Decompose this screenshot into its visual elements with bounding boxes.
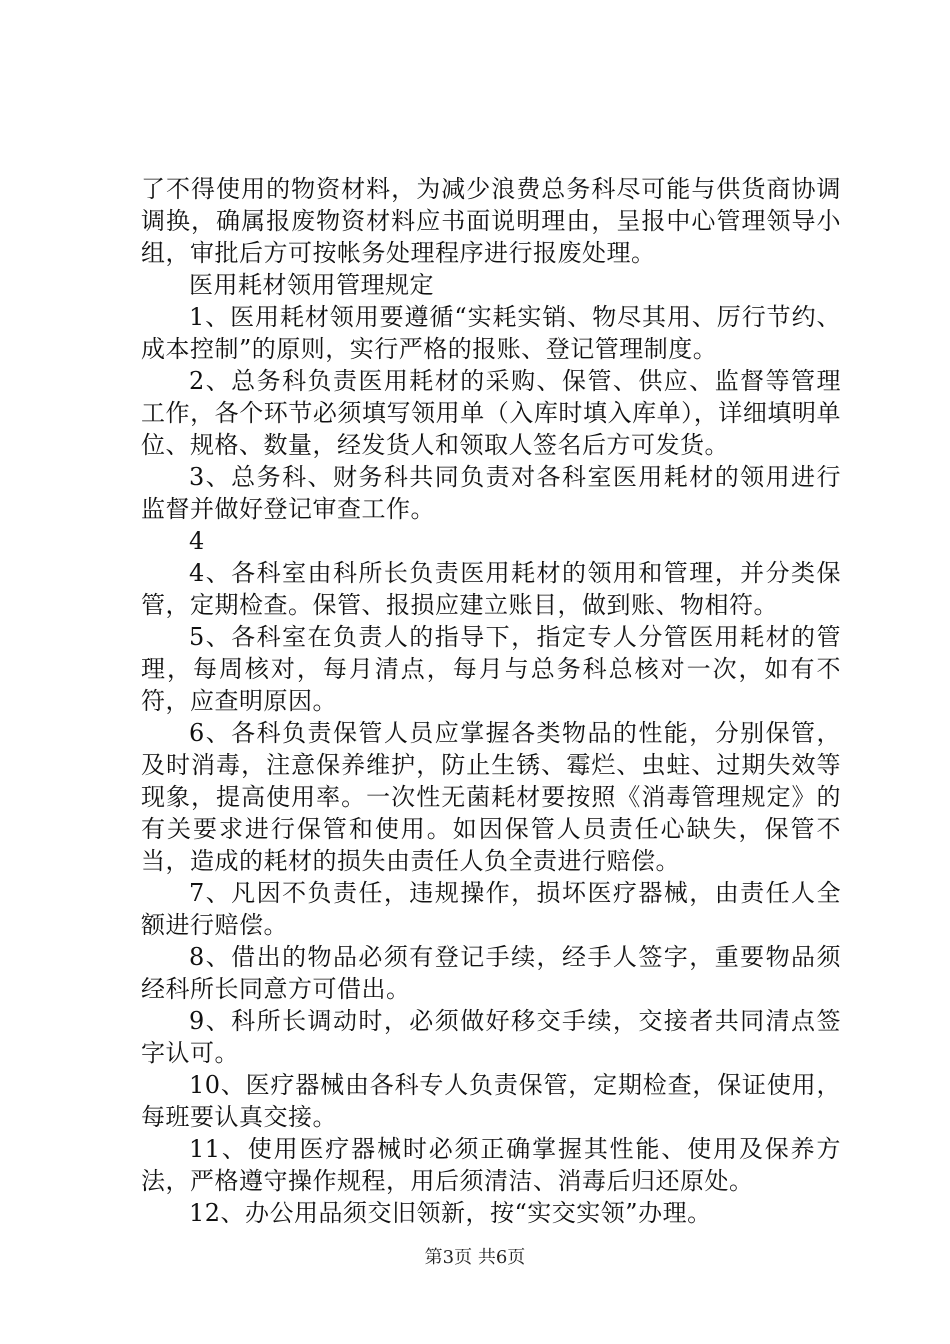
paragraph-rule-4: 4、各科室由科所长负责医用耗材的领用和管理，并分类保管，定期检查。保管、报损应建立账目，做到账、物相符。	[141, 559, 841, 619]
paragraph-rule-10: 10、医疗器械由各科专人负责保管，定期检查，保证使用，每班要认真交接。	[141, 1071, 841, 1131]
paragraph-rule-7: 7、凡因不负责任，违规操作，损坏医疗器械，由责任人全额进行赔偿。	[141, 879, 841, 939]
paragraph-rule-3: 3、总务科、财务科共同负责对各科室医用耗材的领用进行监督并做好登记审查工作。	[141, 463, 841, 523]
section-heading: 医用耗材领用管理规定	[189, 271, 434, 299]
paragraph-rule-6: 6、各科负责保管人员应掌握各类物品的性能，分别保管，及时消毒，注意保养维护，防止生锈、霉烂、虫蛀、过期失效等现象，提高使用率。一次性无菌耗材要按照《消毒管理规定》的有关要求进行保管和使用。如因保管人员责任心缺失，保管不当，造成的耗材的损失由责任人负全责进行赔偿。	[141, 719, 841, 875]
paragraph-rule-9: 9、科所长调动时，必须做好移交手续，交接者共同清点签字认可。	[141, 1007, 841, 1067]
document-body	[141, 173, 841, 1229]
paragraph-0: 了不得使用的物资材料，为减少浪费总务科尽可能与供货商协调调换，确属报废物资材料应书面说明理由，呈报中心管理领导小组，审批后方可按帐务处理程序进行报废处理。	[141, 175, 841, 267]
paragraph-rule-1: 1、医用耗材领用要遵循“实耗实销、物尽其用、厉行节约、成本控制”的原则，实行严格的报账、登记管理制度。	[141, 303, 841, 363]
paragraph-rule-11: 11、使用医疗器械时必须正确掌握其性能、使用及保养方法，严格遵守操作规程，用后须清洁、消毒后归还原处。	[141, 1135, 841, 1195]
paragraph-rule-5: 5、各科室在负责人的指导下，指定专人分管医用耗材的管理，每周核对，每月清点，每月与总务科总核对一次，如有不符，应查明原因。	[141, 623, 841, 715]
paragraph-stray-number: 4	[189, 527, 205, 555]
page-number-footer: 第3页 共6页	[424, 1247, 526, 1268]
paragraph-rule-2: 2、总务科负责医用耗材的采购、保管、供应、监督等管理工作，各个环节必须填写领用单（入库时填入库单），详细填明单位、规格、数量，经发货人和领取人签名后方可发货。	[141, 367, 841, 459]
paragraph-rule-8: 8、借出的物品必须有登记手续，经手人签字，重要物品须经科所长同意方可借出。	[141, 943, 841, 1003]
paragraph-rule-12: 12、办公用品须交旧领新，按“实交实领”办理。	[189, 1199, 712, 1227]
